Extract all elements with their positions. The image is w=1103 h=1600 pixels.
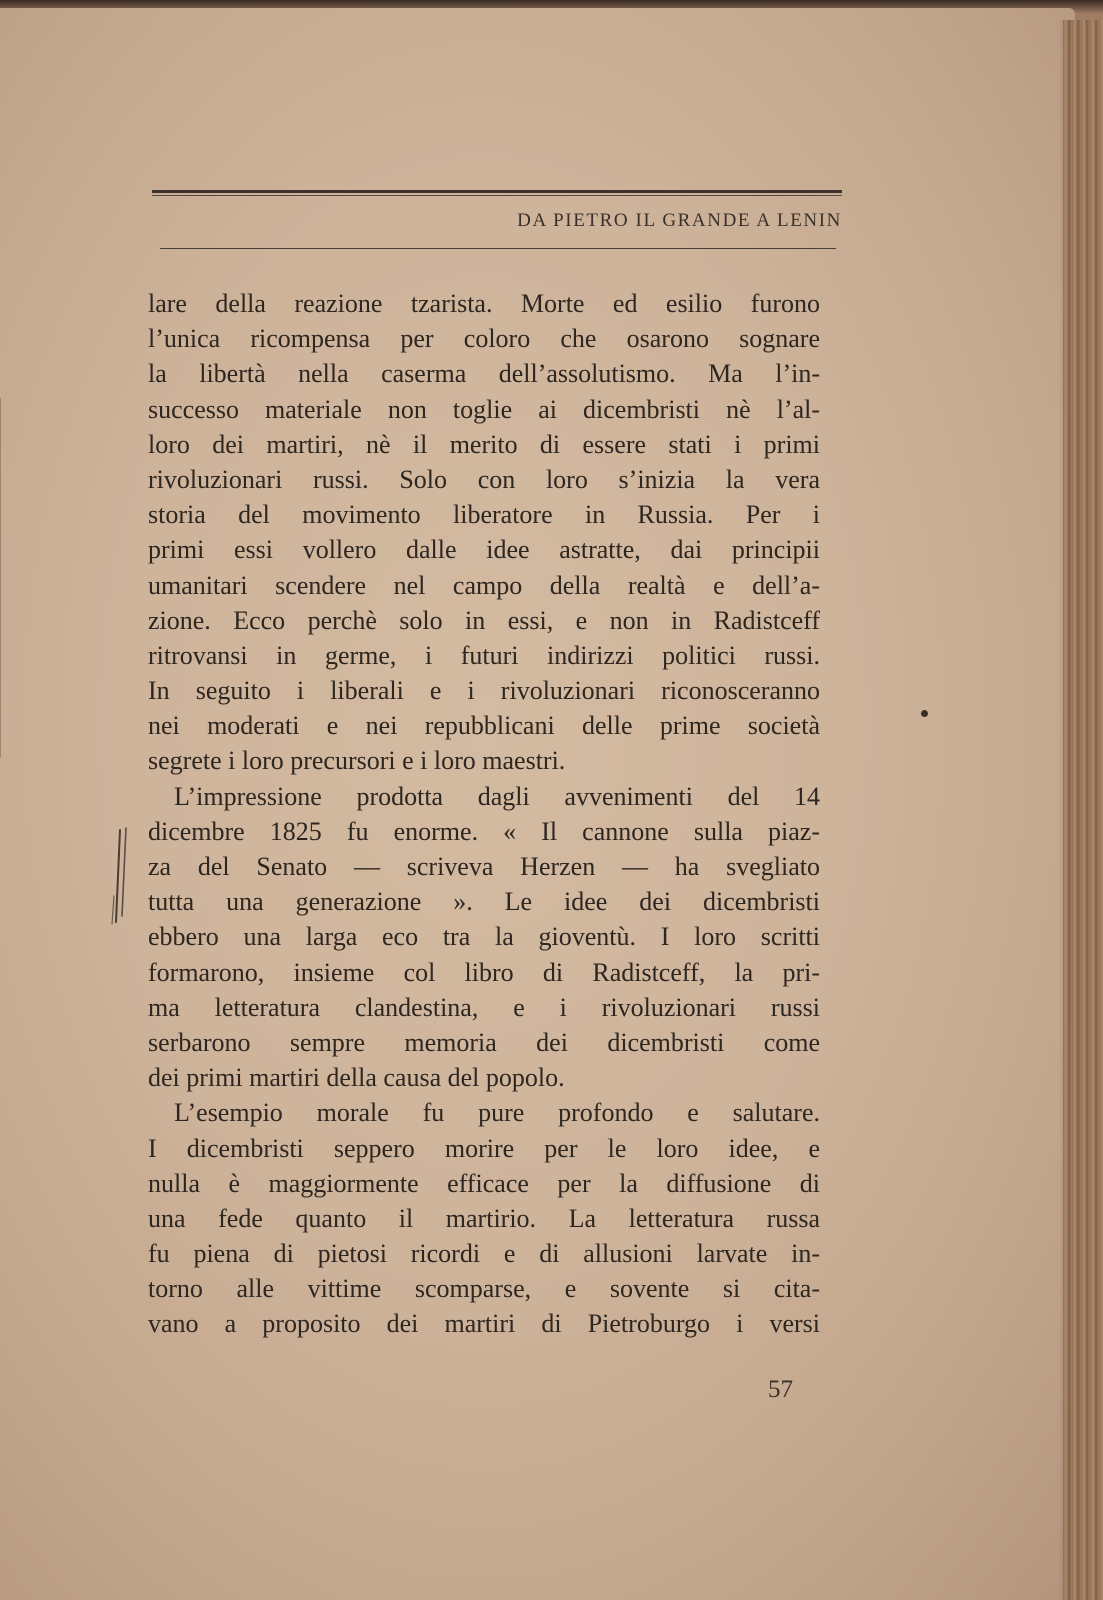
text-line: l’unica ricompensa per coloro che osarono sognare [148,324,820,354]
text-line: zione. Ecco perchè solo in essi, e non in Radistceff [148,605,820,635]
text-line: ebbero una larga eco tra la gioventù. I loro scritti [148,922,820,952]
text-line: torno alle vittime scomparse, e sovente si cita- [148,1274,820,1304]
text-line: L’impressione prodotta dagli avvenimenti del 14 [174,781,820,811]
pencil-margin-mark [102,826,132,926]
text-line: L’esempio morale fu pure profondo e salutare. [174,1098,820,1128]
running-header [152,188,842,254]
text-line: la libertà nella caserma dell’assolutismo. Ma l’in- [148,359,820,389]
header-rule-top-thin [152,195,842,196]
page-stack-edge [1063,20,1103,1600]
page-gutter-mark [0,398,11,758]
running-head-title: DA PIETRO IL GRANDE A LENIN [517,210,842,231]
text-line: I dicembristi seppero morire per le loro idee, e [148,1133,820,1163]
text-line: ritrovansi in germe, i futuri indirizzi politici russi. [148,640,820,670]
book-page [0,8,1075,1600]
text-line: tutta una generazione ». Le idee dei dicembristi [148,887,820,917]
page-number: 57 [768,1376,793,1403]
text-line: serbarono sempre memoria dei dicembristi come [148,1027,820,1057]
ink-speck [921,710,928,717]
text-line: una fede quanto il martirio. La letteratura russa [148,1203,820,1233]
text-line: rivoluzionari russi. Solo con loro s’inizia la vera [148,464,820,494]
text-line: formarono, insieme col libro di Radistceff, la pri- [148,957,820,987]
header-rule-top [152,190,842,193]
text-line: storia del movimento liberatore in Russia. Per i [148,500,820,530]
text-line: nulla è maggiormente efficace per la diffusione di [148,1168,820,1198]
text-line: umanitari scendere nel campo della realtà e dell’a- [148,570,820,600]
header-rule-bottom [160,248,836,249]
text-line: vano a proposito dei martiri di Pietroburgo i versi [148,1309,820,1339]
text-line: nei moderati e nei repubblicani delle prime società [148,711,820,741]
text-line: primi essi vollero dalle idee astratte, dai principii [148,535,820,565]
text-line: loro dei martiri, nè il merito di essere stati i primi [148,429,820,459]
text-line: In seguito i liberali e i rivoluzionari riconosceranno [148,676,820,706]
text-line: fu piena di pietosi ricordi e di allusioni larvate in- [148,1239,820,1269]
text-line: dicembre 1825 fu enorme. « Il cannone sulla piaz- [148,816,820,846]
text-line: ma letteratura clandestina, e i rivoluzionari russi [148,992,820,1022]
body-text [148,286,820,1342]
text-line: segrete i loro precursori e i loro maestri. [148,746,566,776]
text-line: successo materiale non toglie ai dicembristi nè l’al- [148,394,820,424]
text-line: za del Senato — scriveva Herzen — ha svegliato [148,852,820,881]
text-line: dei primi martiri della causa del popolo. [148,1063,565,1093]
text-line: lare della reazione tzarista. Morte ed esilio furono [148,289,820,318]
